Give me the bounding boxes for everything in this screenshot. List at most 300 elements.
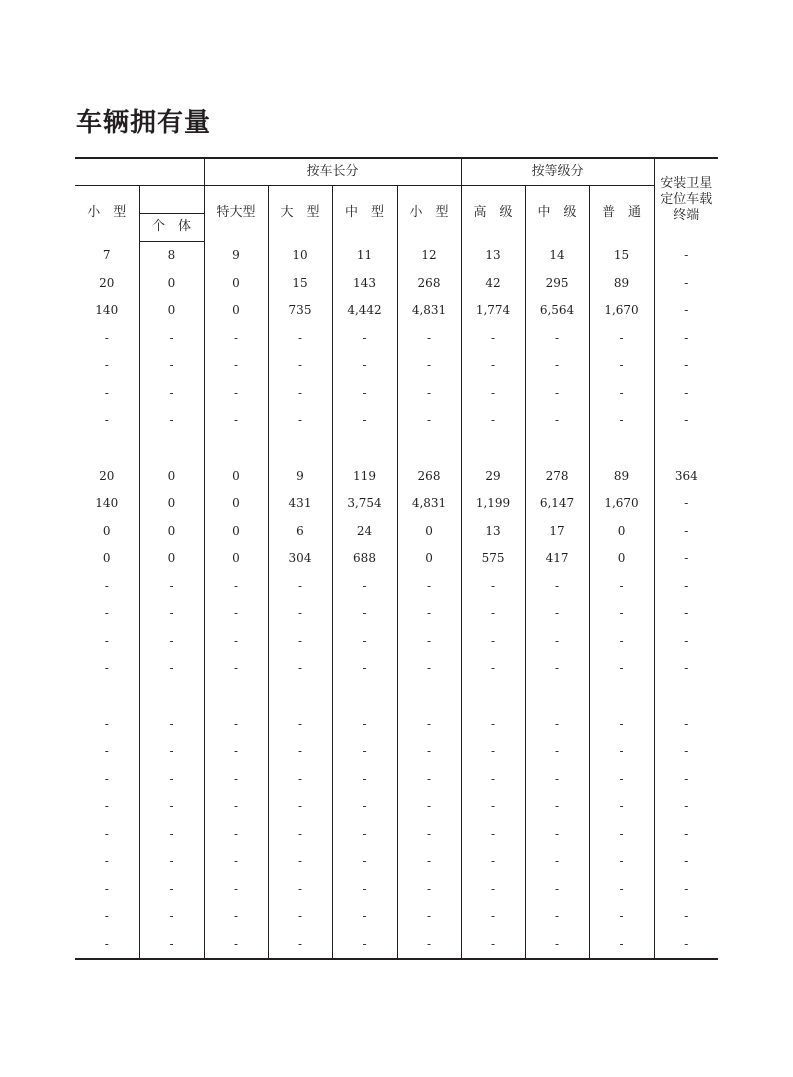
table-cell: -: [397, 903, 461, 931]
table-cell: 268: [397, 269, 461, 297]
table-cell: -: [332, 572, 397, 600]
table-cell: [268, 434, 332, 462]
table-cell: 0: [139, 462, 204, 490]
table-cell: -: [589, 352, 654, 380]
table-row: [75, 627, 718, 655]
table-cell: -: [332, 903, 397, 931]
table-cell: -: [589, 793, 654, 821]
table-cell: 1,670: [589, 297, 654, 325]
header-blank: [75, 158, 204, 185]
table-cell: 140: [95, 496, 119, 511]
table-cell: -: [461, 572, 525, 600]
table-cell: -: [139, 903, 204, 931]
table-cell: [332, 682, 397, 710]
table-cell: -: [104, 881, 109, 896]
table-cell: -: [589, 820, 654, 848]
table-cell: -: [525, 930, 589, 959]
table-cell: -: [104, 771, 109, 786]
col-header-individual: 个 体: [139, 213, 204, 241]
table-body: [75, 241, 718, 959]
table-cell: [397, 434, 461, 462]
table-cell: [332, 434, 397, 462]
table-cell: -: [139, 352, 204, 380]
table-cell: -: [654, 600, 718, 628]
table-row: [75, 297, 718, 325]
col-header-medium: 中 型: [332, 185, 397, 241]
table-cell: -: [525, 655, 589, 683]
table-cell: 1,774: [461, 297, 525, 325]
table-cell: -: [461, 848, 525, 876]
table-cell: -: [589, 903, 654, 931]
table-cell: -: [397, 572, 461, 600]
table-cell: -: [589, 848, 654, 876]
table-cell: -: [461, 820, 525, 848]
table-cell: -: [589, 572, 654, 600]
table-cell: [204, 434, 268, 462]
table-row: [75, 765, 718, 793]
table-cell: -: [332, 627, 397, 655]
table-cell: 0: [139, 517, 204, 545]
table-cell: -: [268, 655, 332, 683]
table-cell: -: [525, 379, 589, 407]
table-cell: -: [397, 379, 461, 407]
table-cell: -: [654, 490, 718, 518]
col-header-ordinary: 普 通: [589, 185, 654, 241]
table-row: [75, 324, 718, 352]
table-cell: -: [268, 930, 332, 959]
table-cell: 4,442: [332, 297, 397, 325]
table-row: [75, 517, 718, 545]
table-row: [75, 903, 718, 931]
group-header-by-grade: 按等级分: [461, 158, 654, 185]
table-cell: [75, 682, 139, 710]
table-cell: 1,670: [589, 490, 654, 518]
table-cell: 0: [102, 523, 111, 538]
table-cell: 140: [95, 303, 119, 318]
table-cell: -: [589, 407, 654, 435]
table-cell: -: [589, 738, 654, 766]
table-cell: -: [332, 793, 397, 821]
table-cell: -: [268, 352, 332, 380]
table-cell: -: [332, 875, 397, 903]
table-cell: 268: [397, 462, 461, 490]
table-cell: -: [525, 600, 589, 628]
table-cell: 3,754: [332, 490, 397, 518]
table-cell: 9: [268, 462, 332, 490]
table-cell: -: [104, 385, 109, 400]
table-cell: [461, 682, 525, 710]
table-cell: [589, 434, 654, 462]
table-row: [75, 407, 718, 435]
table-cell: -: [139, 627, 204, 655]
table-cell: -: [654, 241, 718, 269]
table-row: [75, 545, 718, 573]
table-cell: -: [589, 930, 654, 959]
table-cell: 295: [525, 269, 589, 297]
table-cell: -: [268, 600, 332, 628]
table-cell: 1,199: [461, 490, 525, 518]
table-cell: 12: [397, 241, 461, 269]
table-cell: -: [204, 930, 268, 959]
table-cell: -: [332, 820, 397, 848]
table-cell: -: [397, 655, 461, 683]
table-cell: -: [332, 655, 397, 683]
table-cell: 431: [268, 490, 332, 518]
table-row: [75, 379, 718, 407]
table-cell: [461, 434, 525, 462]
table-cell: -: [268, 324, 332, 352]
table-cell: -: [654, 655, 718, 683]
table-cell: -: [525, 407, 589, 435]
table-cell: 0: [589, 517, 654, 545]
table-cell: -: [204, 600, 268, 628]
table-cell: [525, 434, 589, 462]
table-cell: 0: [204, 297, 268, 325]
table-cell: 13: [461, 241, 525, 269]
table-cell: -: [654, 269, 718, 297]
table-cell: -: [525, 352, 589, 380]
col-header-small-2: 小 型: [397, 185, 461, 241]
table-row: [75, 655, 718, 683]
table-cell: -: [461, 930, 525, 959]
table-cell: 0: [204, 269, 268, 297]
table-cell: 8: [139, 241, 204, 269]
table-cell: 4,831: [397, 297, 461, 325]
table-cell: -: [204, 379, 268, 407]
page-title: 车辆拥有量: [76, 108, 212, 139]
table-cell: -: [204, 407, 268, 435]
table-cell: 575: [461, 545, 525, 573]
table-cell: -: [104, 744, 109, 759]
table-cell: 15: [589, 241, 654, 269]
table-cell: 119: [332, 462, 397, 490]
table-cell: -: [104, 578, 109, 593]
table-gap-row: [75, 682, 718, 710]
table-cell: -: [204, 820, 268, 848]
table-cell: -: [654, 793, 718, 821]
table-cell: -: [104, 716, 109, 731]
table-cell: -: [139, 765, 204, 793]
table-cell: 0: [204, 490, 268, 518]
table-cell: 9: [204, 241, 268, 269]
table-cell: -: [204, 324, 268, 352]
table-cell: -: [332, 848, 397, 876]
col-header-satellite-terminal: [654, 158, 718, 241]
table-row: [75, 352, 718, 380]
table-cell: -: [654, 903, 718, 931]
table-cell: 89: [589, 462, 654, 490]
table-cell: -: [654, 297, 718, 325]
table-row: [75, 738, 718, 766]
table-cell: -: [654, 765, 718, 793]
table-cell: 42: [461, 269, 525, 297]
table-cell: -: [397, 407, 461, 435]
table-cell: 20: [99, 275, 115, 290]
group-header-by-length: 按车长分: [204, 158, 461, 185]
table-cell: -: [525, 793, 589, 821]
table-cell: 20: [99, 468, 115, 483]
table-cell: -: [104, 358, 109, 373]
table-cell: -: [589, 765, 654, 793]
table-cell: -: [204, 765, 268, 793]
table-cell: -: [332, 600, 397, 628]
table-cell: -: [654, 930, 718, 959]
table-cell: -: [589, 710, 654, 738]
table-cell: [654, 434, 718, 462]
table-cell: -: [268, 820, 332, 848]
table-cell: 4,831: [397, 490, 461, 518]
table-cell: -: [139, 875, 204, 903]
table-cell: -: [268, 903, 332, 931]
table-cell: 15: [268, 269, 332, 297]
table-cell: 0: [204, 517, 268, 545]
table-cell: [589, 682, 654, 710]
table-cell: -: [654, 324, 718, 352]
table-cell: 278: [525, 462, 589, 490]
table-cell: -: [589, 379, 654, 407]
table-cell: -: [204, 903, 268, 931]
table-cell: -: [75, 930, 139, 959]
table-cell: -: [397, 875, 461, 903]
table-cell: 0: [139, 269, 204, 297]
table-cell: -: [332, 352, 397, 380]
col-header-mid: 中 级: [525, 185, 589, 241]
table-cell: -: [397, 627, 461, 655]
table-row: [75, 848, 718, 876]
table-cell: 6,147: [525, 490, 589, 518]
table-row: [75, 793, 718, 821]
table-cell: 13: [461, 517, 525, 545]
table-cell: 143: [332, 269, 397, 297]
table-cell: -: [204, 875, 268, 903]
table-row: [75, 875, 718, 903]
table-cell: -: [589, 655, 654, 683]
table-cell: -: [139, 407, 204, 435]
table-cell: 29: [461, 462, 525, 490]
table-cell: 304: [268, 545, 332, 573]
table-cell: -: [525, 848, 589, 876]
table-row: [75, 241, 718, 269]
header-individual-spacer: [139, 185, 204, 213]
table-cell: 417: [525, 545, 589, 573]
table-cell: -: [268, 572, 332, 600]
table-cell: [75, 434, 139, 462]
vehicle-ownership-table: [75, 157, 718, 960]
table-cell: -: [139, 930, 204, 959]
table-cell: -: [461, 324, 525, 352]
table-cell: -: [461, 793, 525, 821]
table-cell: -: [589, 627, 654, 655]
table-cell: -: [332, 930, 397, 959]
table-cell: -: [461, 352, 525, 380]
table-cell: 24: [332, 517, 397, 545]
table-cell: -: [654, 572, 718, 600]
table-cell: -: [461, 600, 525, 628]
table-cell: -: [461, 765, 525, 793]
table-cell: 0: [139, 490, 204, 518]
table-cell: -: [525, 572, 589, 600]
table-cell: 0: [397, 517, 461, 545]
table-cell: 688: [332, 545, 397, 573]
table-cell: -: [461, 738, 525, 766]
table-cell: -: [332, 765, 397, 793]
table-cell: -: [139, 379, 204, 407]
table-cell: -: [332, 738, 397, 766]
table-cell: -: [654, 820, 718, 848]
table-cell: -: [268, 627, 332, 655]
table-cell: -: [654, 545, 718, 573]
table-cell: -: [525, 710, 589, 738]
table-row: [75, 269, 718, 297]
table-cell: -: [525, 820, 589, 848]
table-row: [75, 462, 718, 490]
table-cell: -: [268, 875, 332, 903]
table-cell: 735: [268, 297, 332, 325]
table-cell: [654, 682, 718, 710]
table-cell: -: [332, 407, 397, 435]
table-cell: -: [104, 661, 109, 676]
table-cell: -: [204, 738, 268, 766]
table-cell: -: [204, 655, 268, 683]
table-cell: [397, 682, 461, 710]
table-row: [75, 930, 718, 959]
table-cell: -: [104, 633, 109, 648]
table-cell: -: [139, 848, 204, 876]
table-cell: -: [397, 848, 461, 876]
table-cell: -: [461, 627, 525, 655]
table-cell: -: [139, 600, 204, 628]
table-cell: -: [397, 820, 461, 848]
table-cell: 0: [589, 545, 654, 573]
table-cell: -: [268, 407, 332, 435]
table-cell: 364: [654, 462, 718, 490]
table-cell: 0: [139, 545, 204, 573]
table-cell: -: [589, 324, 654, 352]
table-cell: -: [204, 352, 268, 380]
table-cell: -: [525, 903, 589, 931]
table-row: [75, 490, 718, 518]
table-cell: -: [332, 710, 397, 738]
table-cell: 89: [589, 269, 654, 297]
col-header-extra-large: 特大型: [204, 185, 268, 241]
table-row: [75, 572, 718, 600]
table-cell: -: [654, 627, 718, 655]
table-cell: -: [525, 324, 589, 352]
table-cell: -: [525, 627, 589, 655]
table-cell: -: [104, 606, 109, 621]
table-cell: -: [268, 710, 332, 738]
table-cell: -: [461, 655, 525, 683]
table-cell: -: [461, 710, 525, 738]
table-cell: [139, 434, 204, 462]
table-cell: [139, 682, 204, 710]
table-cell: [204, 682, 268, 710]
table-cell: 6: [268, 517, 332, 545]
table-cell: -: [461, 903, 525, 931]
table-cell: -: [654, 407, 718, 435]
table-cell: 14: [525, 241, 589, 269]
table-cell: 0: [139, 297, 204, 325]
table-cell: -: [104, 330, 109, 345]
table-cell: -: [461, 379, 525, 407]
satellite-terminal-label: 安装卫星定位车载终端: [660, 176, 713, 223]
table-cell: -: [654, 379, 718, 407]
table-cell: 17: [525, 517, 589, 545]
table-row: [75, 600, 718, 628]
table-cell: -: [139, 324, 204, 352]
table-cell: -: [525, 765, 589, 793]
table-cell: -: [654, 352, 718, 380]
table-cell: -: [104, 413, 109, 428]
table-cell: -: [139, 710, 204, 738]
table-cell: -: [268, 793, 332, 821]
col-header-large: 大 型: [268, 185, 332, 241]
table-cell: -: [332, 324, 397, 352]
table-cell: -: [332, 379, 397, 407]
table-cell: 0: [102, 551, 111, 566]
table-cell: -: [204, 572, 268, 600]
table-row: [75, 820, 718, 848]
table-cell: -: [104, 826, 109, 841]
table-cell: -: [204, 848, 268, 876]
table-cell: -: [104, 909, 109, 924]
table-cell: -: [139, 738, 204, 766]
table-row: [75, 710, 718, 738]
table-gap-row: [75, 434, 718, 462]
table-cell: -: [654, 848, 718, 876]
table-cell: -: [525, 875, 589, 903]
col-header-small: 小 型: [75, 185, 139, 241]
table-cell: 0: [204, 545, 268, 573]
table-cell: -: [139, 793, 204, 821]
table-cell: -: [397, 738, 461, 766]
table-cell: -: [204, 710, 268, 738]
table-cell: -: [397, 710, 461, 738]
table-cell: -: [268, 765, 332, 793]
table-cell: -: [461, 407, 525, 435]
table-cell: 7: [102, 248, 111, 262]
table-cell: -: [654, 875, 718, 903]
table-cell: -: [104, 799, 109, 814]
table-cell: -: [397, 324, 461, 352]
table-cell: -: [268, 379, 332, 407]
table-cell: -: [139, 820, 204, 848]
table-cell: -: [204, 627, 268, 655]
table-cell: -: [397, 352, 461, 380]
table-cell: -: [589, 600, 654, 628]
table-cell: -: [525, 738, 589, 766]
col-header-high: 高 级: [461, 185, 525, 241]
table-cell: -: [397, 793, 461, 821]
table-cell: -: [397, 600, 461, 628]
table-cell: 10: [268, 241, 332, 269]
table-cell: -: [654, 517, 718, 545]
table-cell: 6,564: [525, 297, 589, 325]
table-cell: [525, 682, 589, 710]
table-cell: -: [397, 930, 461, 959]
table-cell: -: [654, 738, 718, 766]
table-cell: [268, 682, 332, 710]
table-cell: -: [397, 765, 461, 793]
table-cell: 0: [397, 545, 461, 573]
table-cell: 11: [332, 241, 397, 269]
table-cell: -: [268, 848, 332, 876]
table-cell: -: [104, 854, 109, 869]
table-cell: -: [268, 738, 332, 766]
table-cell: -: [461, 875, 525, 903]
table-cell: -: [204, 793, 268, 821]
table-cell: -: [139, 655, 204, 683]
